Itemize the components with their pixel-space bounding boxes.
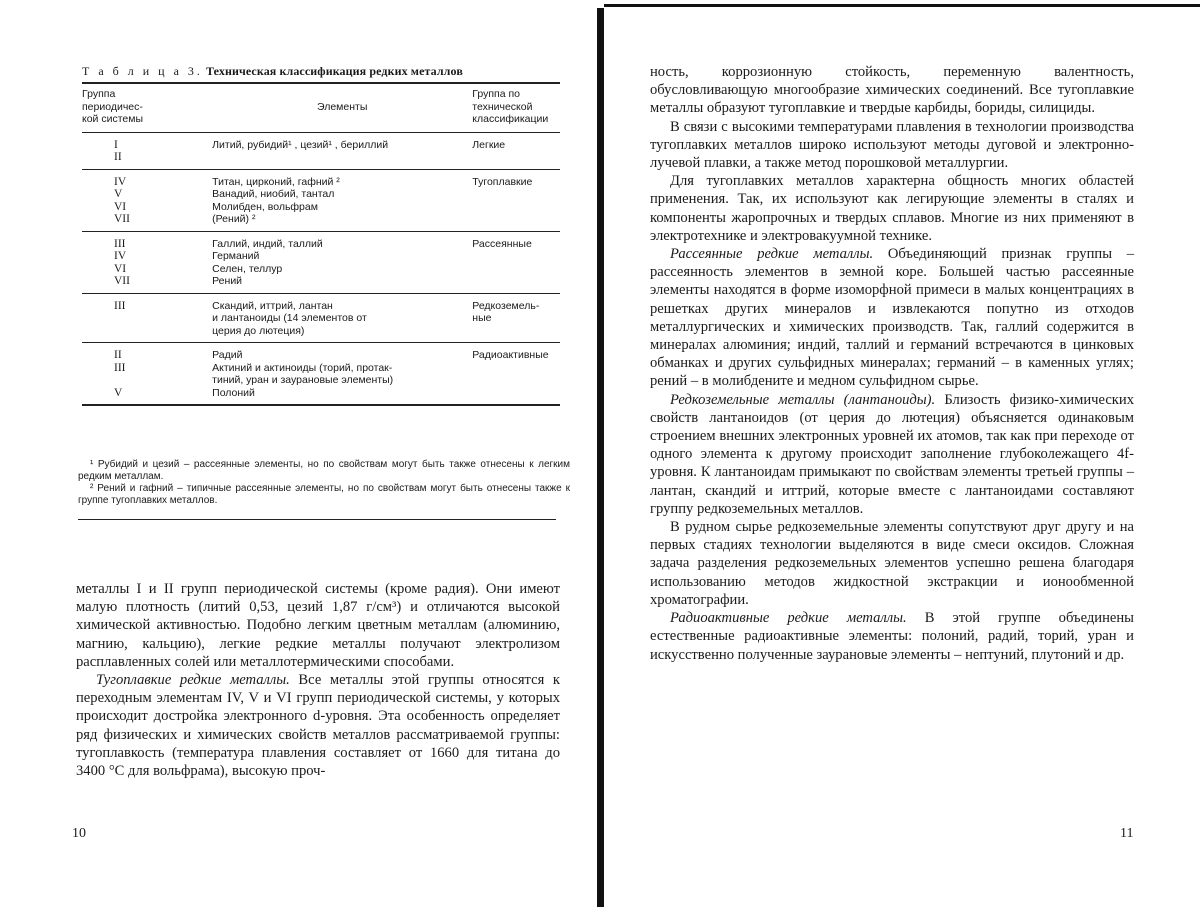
group-numeral: V bbox=[114, 188, 123, 200]
group-numeral: I bbox=[114, 138, 118, 151]
paragraph-heading: Тугоплавкие редкие металлы. bbox=[96, 672, 290, 689]
element-line: Рений bbox=[212, 275, 243, 287]
paragraph-text: В связи с высокими температурами плавления в технологии производства тугоплавких металлов широко используют методы дуговой и электронно-лучевой плавки, а также метод порошковой металлургии. bbox=[650, 118, 1134, 172]
element-line: Ванадий, ниобий, тантал bbox=[212, 188, 335, 200]
footnote-rule bbox=[78, 519, 556, 520]
group-numeral: III bbox=[114, 299, 126, 312]
element-line: Литий, рубидий¹ , цезий¹ , бериллий bbox=[212, 138, 389, 151]
paragraph bbox=[76, 671, 560, 780]
paragraph bbox=[650, 391, 1134, 518]
group-numeral: IV bbox=[114, 250, 127, 262]
right-page bbox=[604, 0, 1200, 907]
group-numeral: VII bbox=[114, 275, 130, 287]
cell-groups bbox=[82, 231, 212, 293]
book-spine bbox=[597, 8, 604, 907]
paragraph-text: Для тугоплавких металлов характерна общность многих областей применения. Так, их используют как легирующие элементы в сталях и компоненты жаропрочных и твердых сплавов. Многие из них применяют в электротехнике и электровакуумной технике. bbox=[650, 173, 1134, 244]
paragraph bbox=[650, 118, 1134, 173]
paragraph-heading: Рассеянные редкие металлы. bbox=[670, 246, 874, 263]
table-footnotes bbox=[78, 459, 570, 507]
cell-technical: Тугоплавкие bbox=[472, 169, 560, 231]
cell-technical bbox=[472, 293, 560, 343]
group-numeral: IV bbox=[114, 175, 127, 188]
element-line: Радий bbox=[212, 349, 243, 361]
left-body-text bbox=[76, 580, 560, 780]
cell-elements bbox=[212, 293, 472, 343]
paragraph-heading: Радиоактивные редкие металлы. bbox=[670, 610, 907, 627]
group-numeral: III bbox=[114, 361, 126, 374]
paragraph-text: ность, коррозионную стойкость, переменную валентность, обусловливающую многообразие химических соединений. Все тугоплавкие металлы образуют тугоплавкие и твердые карбиды, бориды, силициды. bbox=[650, 64, 1134, 117]
cell-technical: Легкие bbox=[472, 132, 560, 169]
paragraph-text: В этой группе объединены естественные радиоактивные элементы: полоний, радий, торий, уран и искусственно полученные заурановые элементы – нептуний, плутоний и др. bbox=[650, 610, 1134, 663]
header-elements: Элементы bbox=[212, 83, 472, 132]
paragraph bbox=[76, 580, 560, 671]
element-line: Селен, теллур bbox=[212, 262, 283, 275]
paragraph-text: Все металлы этой группы относятся к переходным элементам IV, V и VI групп периодической системы, у которых происходит достройка электронного d-уровня. Эта особенность определяет ряд физических и химических свойств металлов рассматриваемой группы: тугоплавкость (температура плавления составляет от 1660 для титана до 3400 °С для вольфрама), высокую проч- bbox=[76, 672, 560, 780]
table-row bbox=[82, 132, 560, 169]
right-body-text bbox=[650, 63, 1134, 664]
cell-elements bbox=[212, 132, 472, 169]
cell-elements bbox=[212, 343, 472, 406]
header-line: кой системы bbox=[82, 113, 143, 125]
group-numeral: VI bbox=[114, 262, 127, 275]
element-line: Молибден, вольфрам bbox=[212, 200, 318, 213]
group-spacer bbox=[114, 374, 212, 387]
group-numeral: VI bbox=[114, 200, 127, 213]
cell-groups bbox=[82, 343, 212, 406]
paragraph bbox=[650, 63, 1134, 118]
cell-groups bbox=[82, 293, 212, 343]
cell-technical: Радиоактивные bbox=[472, 343, 560, 406]
table-row bbox=[82, 293, 560, 343]
technical-line: Редкоземель- bbox=[472, 299, 540, 312]
classification-table bbox=[82, 82, 560, 406]
table-title bbox=[82, 64, 562, 79]
element-line: Полоний bbox=[212, 386, 255, 399]
element-line: Галлий, индий, таллий bbox=[212, 237, 323, 250]
paragraph-text: Близость физико-химических свойств лантаноидов (от церия до лютеция) объясняется одинаковым строением внешних электронных уровней их атомов, так как при переходе от одного элемента к другому происходит заполнение глубоколежащего 4f-уровня. К лантаноидам примыкают по свойствам элементы третьей группы – лантан, скандий и иттрий, которые вместе с лантаноидами составляют группу редкоземельных металлов. bbox=[650, 391, 1134, 517]
footnote: ¹ Рубидий и цезий – рассеянные элементы, но по свойствам могут быть также отнесены к легким редким металлам. bbox=[78, 459, 570, 482]
page-number-left: 10 bbox=[72, 826, 86, 841]
element-line: (Рений) ² bbox=[212, 213, 256, 225]
paragraph bbox=[650, 172, 1134, 245]
element-line: Актиний и актиноиды (торий, протак- bbox=[212, 361, 393, 374]
paragraph-text: В рудном сырье редкоземельные элементы сопутствуют друг другу и на первых стадиях технологии выделяются в виде смеси оксидов. Сложная задача разделения редкоземельных элементов успешно решена благодаря использованию методов жидкостной экстракции и ионообменной хроматографии. bbox=[650, 519, 1134, 608]
element-line: церия до лютеция) bbox=[212, 324, 305, 337]
paragraph-heading: Редкоземельные металлы (лантаноиды). bbox=[670, 391, 936, 408]
element-line: тиний, уран и заурановые элементы) bbox=[212, 374, 394, 386]
header-line: Группа bbox=[82, 88, 116, 100]
group-numeral: II bbox=[114, 151, 122, 163]
header-group-technical bbox=[472, 83, 560, 132]
cell-groups bbox=[82, 132, 212, 169]
technical-line: ные bbox=[472, 312, 492, 324]
paragraph bbox=[650, 609, 1134, 664]
header-line: периодичес- bbox=[82, 100, 143, 113]
page-number-right: 11 bbox=[1120, 826, 1134, 841]
element-line: и лантаноиды (14 элементов от bbox=[212, 312, 367, 324]
table-row bbox=[82, 343, 560, 406]
cell-elements bbox=[212, 169, 472, 231]
table-row bbox=[82, 231, 560, 293]
cell-groups bbox=[82, 169, 212, 231]
paragraph bbox=[650, 245, 1134, 391]
group-numeral: II bbox=[114, 349, 122, 361]
element-line: Скандий, иттрий, лантан bbox=[212, 299, 333, 312]
paragraph-text: металлы I и II групп периодической системы (кроме радия). Они имеют малую плотность (литий 0,53, цезий 1,87 г/см³) и отличаются высокой химической активностью. Подобно легким цветным металлам (алюминию, магнию, кальцию), легкие редкие металлы получают электролизом расплавленных солей или металлотермическими способами. bbox=[76, 581, 560, 670]
cell-elements bbox=[212, 231, 472, 293]
group-numeral: V bbox=[114, 386, 123, 399]
paragraph bbox=[650, 518, 1134, 609]
group-numeral: III bbox=[114, 237, 126, 250]
footnote: ² Рений и гафний – типичные рассеянные элементы, но по свойствам могут быть отнесены также к группе тугоплавких металлов. bbox=[78, 483, 570, 506]
header-line: классификации bbox=[472, 113, 549, 125]
header-line: Группа по bbox=[472, 88, 521, 100]
table-title-text: Техническая классификация редких металлов bbox=[206, 64, 463, 78]
table-row bbox=[82, 169, 560, 231]
cell-technical: Рассеянные bbox=[472, 231, 560, 293]
table-header-row bbox=[82, 83, 560, 132]
paragraph-text: Объединяющий признак группы – рассеянность элементов в земной коре. Большей частью рассеянные элементы находятся в форме изоморфной примеси в малых концентрациях в решетках других минералов и извлекаются попутно из отходов металлургических и химических производств. Так, галлий содержится в минералах алюминия; индий, таллий и германий встречаются в цинковых обманках и других сульфидных минералах; германий – в каменных углях; рений – в молибдените и медном сульфидном сырье. bbox=[650, 246, 1134, 390]
left-page bbox=[0, 0, 598, 907]
header-group-periodic bbox=[82, 83, 212, 132]
table-title-label: Т а б л и ц а 3. bbox=[82, 64, 203, 78]
header-line: технической bbox=[472, 100, 533, 113]
element-line: Германий bbox=[212, 250, 260, 262]
group-numeral: VII bbox=[114, 213, 130, 225]
element-line: Титан, цирконий, гафний ² bbox=[212, 175, 340, 188]
